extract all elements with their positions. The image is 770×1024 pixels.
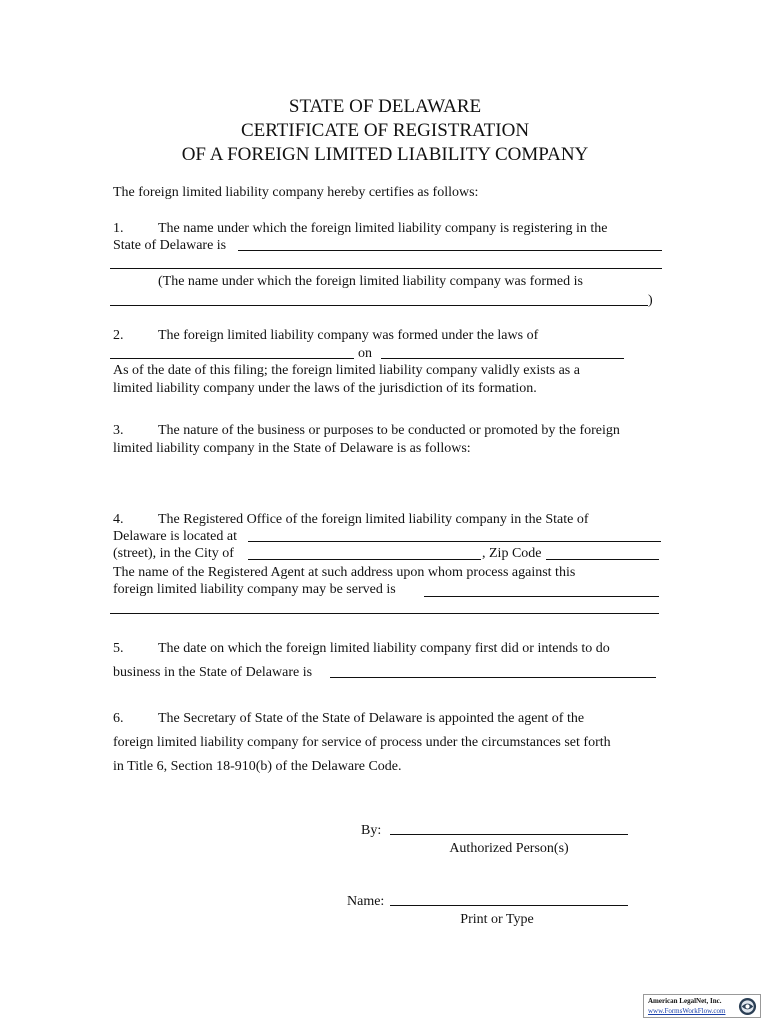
formation-date-field[interactable] bbox=[381, 358, 624, 359]
signature-field[interactable] bbox=[390, 834, 628, 835]
globe-icon bbox=[738, 997, 757, 1016]
formation-jurisdiction-field[interactable] bbox=[110, 358, 354, 359]
registered-office-street-field[interactable] bbox=[248, 541, 661, 542]
section-6-line-3: in Title 6, Section 18-910(b) of the Delaware Code. bbox=[113, 759, 402, 774]
section-6-line-2: foreign limited liability company for service of process under the circumstances set forth bbox=[113, 735, 611, 750]
section-2-number: 2. bbox=[113, 328, 124, 343]
section-2-line-4: limited liability company under the laws of the jurisdiction of its formation. bbox=[113, 381, 537, 396]
section-4-city-label: (street), in the City of bbox=[113, 546, 234, 561]
section-4-text: The Registered Office of the foreign limited liability company in the State of bbox=[158, 512, 589, 527]
title-line-3: OF A FOREIGN LIMITED LIABILITY COMPANY bbox=[181, 144, 589, 165]
section-2-line-3: As of the date of this filing; the foreign limited liability company validly exists as a bbox=[113, 363, 580, 378]
registered-agent-field[interactable] bbox=[424, 596, 659, 597]
printed-name-field[interactable] bbox=[390, 905, 628, 906]
section-1-number: 1. bbox=[113, 221, 124, 236]
formed-name-field[interactable] bbox=[110, 305, 648, 306]
registered-agent-field-line-2[interactable] bbox=[110, 613, 659, 614]
authorized-person-label: Authorized Person(s) bbox=[449, 841, 569, 856]
american-legalnet-logo bbox=[643, 994, 761, 1018]
section-5-text: The date on which the foreign limited liability company first did or intends to do bbox=[158, 641, 610, 656]
section-3-number: 3. bbox=[113, 423, 124, 438]
section-4-line-2: Delaware is located at bbox=[113, 529, 237, 544]
section-1-formed-name-label: (The name under which the foreign limited liability company was formed is bbox=[158, 274, 583, 289]
section-2-on-label: on bbox=[358, 346, 372, 361]
section-2-text: The foreign limited liability company was formed under the laws of bbox=[158, 328, 539, 343]
section-4-number: 4. bbox=[113, 512, 124, 527]
section-3-line-2: limited liability company in the State of Delaware is as follows: bbox=[113, 441, 471, 456]
section-1-text: The name under which the foreign limited liability company is registering in the bbox=[158, 221, 608, 236]
logo-url-link[interactable]: www.FormsWorkFlow.com bbox=[648, 1007, 726, 1015]
title-line-1: STATE OF DELAWARE bbox=[288, 96, 482, 117]
section-6-text: The Secretary of State of the State of Delaware is appointed the agent of the bbox=[158, 711, 585, 726]
zip-code-field[interactable] bbox=[546, 559, 659, 560]
section-5-line-2: business in the State of Delaware is bbox=[113, 665, 313, 680]
print-or-type-label: Print or Type bbox=[460, 912, 534, 927]
section-1-close-paren: ) bbox=[648, 293, 653, 308]
by-label: By: bbox=[361, 823, 382, 838]
title-line-2: CERTIFICATE OF REGISTRATION bbox=[240, 120, 530, 141]
business-purpose-area[interactable] bbox=[113, 462, 661, 506]
logo-company-name: American LegalNet, Inc. bbox=[648, 997, 722, 1005]
intro-text: The foreign limited liability company hereby certifies as follows: bbox=[113, 185, 479, 200]
section-4-line-4: The name of the Registered Agent at such address upon whom process against this bbox=[113, 565, 576, 580]
registered-name-field[interactable] bbox=[238, 250, 662, 251]
section-4-zip-label: , Zip Code bbox=[482, 546, 542, 561]
section-6-number: 6. bbox=[113, 711, 124, 726]
section-1-continuation: State of Delaware is bbox=[113, 238, 227, 253]
city-field[interactable] bbox=[248, 559, 481, 560]
registered-name-field-line-2[interactable] bbox=[110, 268, 662, 269]
name-label: Name: bbox=[347, 894, 385, 909]
business-start-date-field[interactable] bbox=[330, 677, 656, 678]
section-5-number: 5. bbox=[113, 641, 124, 656]
section-3-text: The nature of the business or purposes to be conducted or promoted by the foreign bbox=[158, 423, 620, 438]
section-4-line-5: foreign limited liability company may be served is bbox=[113, 582, 396, 597]
